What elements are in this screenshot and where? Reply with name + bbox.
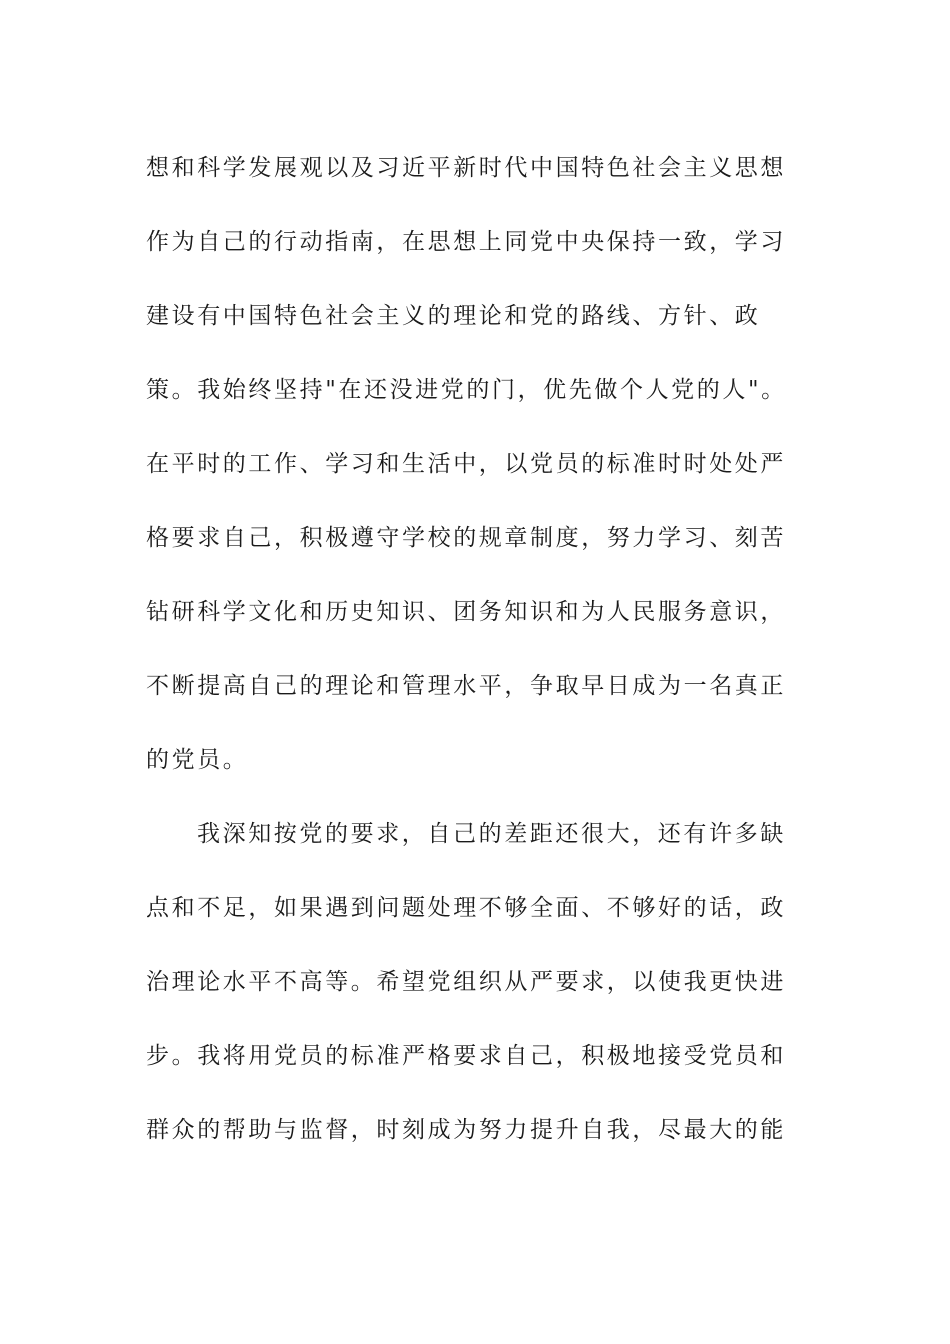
text-line: 点和不足，如果遇到问题处理不够全面、不够好的话，政: [146, 895, 786, 921]
text-line: 步。我将用党员的标准严格要求自己，积极地接受党员和: [146, 1043, 786, 1069]
text-line: 我深知按党的要求，自己的差距还很大，还有许多缺: [197, 821, 786, 847]
paragraph-1: [146, 131, 786, 797]
paragraph-2: [146, 797, 786, 1167]
text-line: 建设有中国特色社会主义的理论和党的路线、方针、政: [146, 303, 761, 329]
text-line: 群众的帮助与监督，时刻成为努力提升自我，尽最大的能: [146, 1117, 786, 1143]
text-line: 的党员。: [146, 747, 249, 773]
text-line: 格要求自己，积极遵守学校的规章制度，努力学习、刻苦: [146, 525, 786, 551]
text-line: 想和科学发展观以及习近平新时代中国特色社会主义思想: [146, 155, 786, 181]
text-line: 作为自己的行动指南，在思想上同党中央保持一致，学习: [146, 229, 786, 255]
text-line: 钻研科学文化和历史知识、团务知识和为人民服务意识，: [146, 599, 786, 625]
document-body: [146, 131, 786, 1167]
text-line: 治理论水平不高等。希望党组织从严要求，以使我更快进: [146, 969, 786, 995]
text-line: 在平时的工作、学习和生活中，以党员的标准时时处处严: [146, 451, 786, 477]
text-line: 策。我始终坚持"在还没进党的门，优先做个人党的人"。: [146, 377, 787, 403]
text-line: 不断提高自己的理论和管理水平，争取早日成为一名真正: [146, 673, 786, 699]
